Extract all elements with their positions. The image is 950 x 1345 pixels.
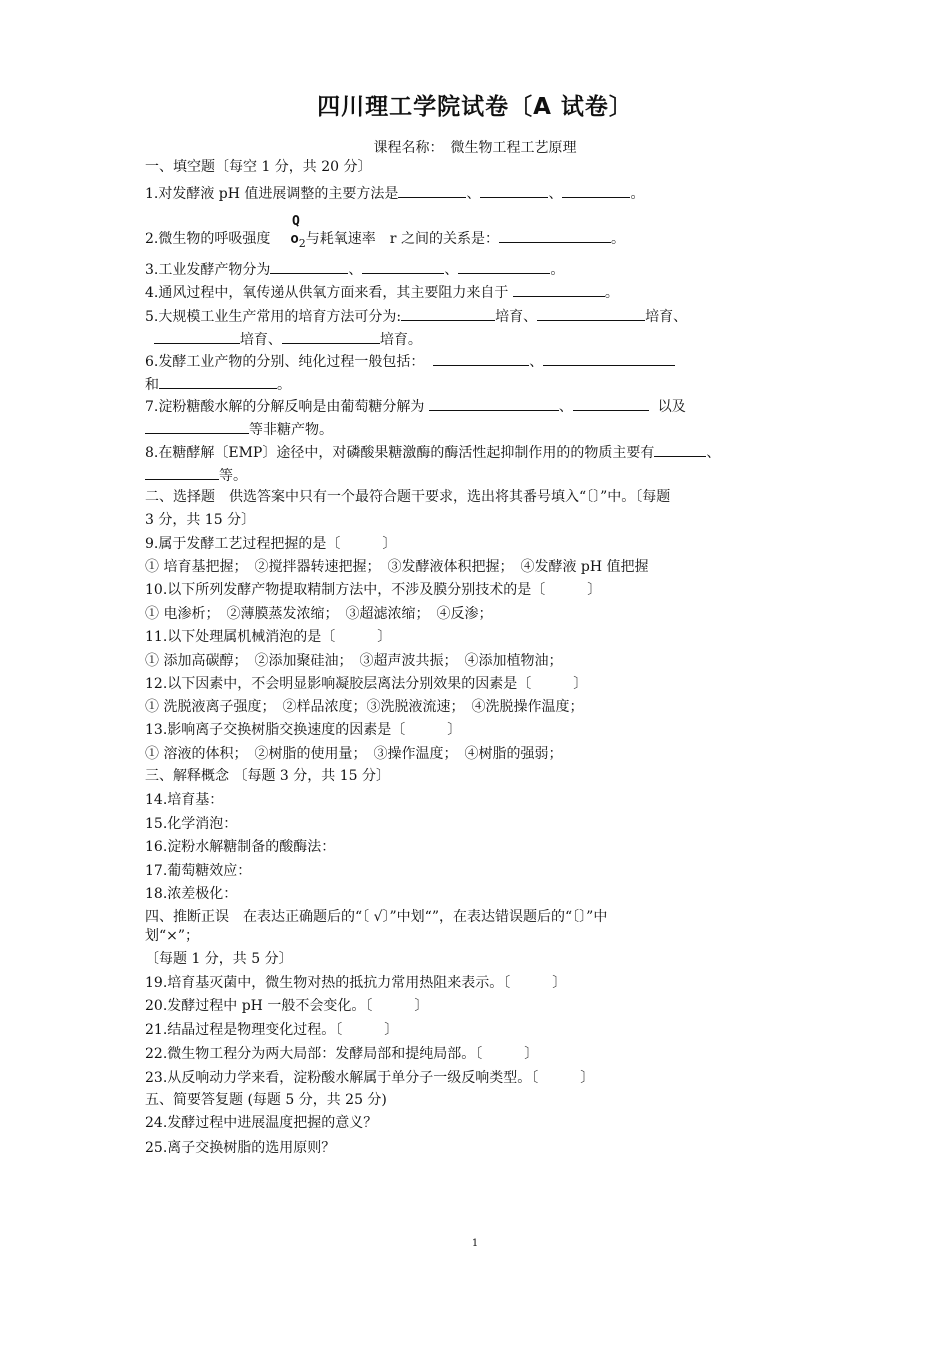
answer-blank[interactable] — [429, 396, 559, 411]
question-17: 17.葡萄糖效应： — [145, 863, 252, 879]
question-18: 18.浓差极化： — [145, 886, 238, 902]
answer-blank[interactable] — [513, 282, 605, 297]
question-10: 10.以下所列发酵产物提取精制方法中，不涉及膜分别技术的是〔 〕 — [145, 582, 602, 598]
answer-blank[interactable] — [499, 228, 611, 243]
answer-blank[interactable] — [154, 329, 240, 344]
question-25: 25.离子交换树脂的选用原则？ — [145, 1140, 336, 1156]
answer-blank[interactable] — [398, 183, 466, 198]
question-10-options: ① 电渗析； ②薄膜蒸发浓缩； ③超滤浓缩； ④反渗； — [145, 606, 493, 622]
question-13-options: ① 溶液的体积； ②树脂的使用量； ③操作温度； ④树脂的强弱； — [145, 746, 563, 762]
q-symbol: Q — [292, 214, 300, 229]
o2-symbol: o — [290, 231, 299, 247]
question-21: 21.结晶过程是物理变化过程。〔 〕 — [145, 1022, 399, 1038]
answer-blank[interactable] — [562, 183, 630, 198]
question-12: 12.以下因素中，不会明显影响凝胶层离法分别效果的因素是〔 〕 — [145, 676, 588, 692]
section-4-header: 四、推断正误 在表达正确题后的“〔 √〕”中划“”，在表达错误题后的“〔〕”中 — [145, 909, 608, 925]
section-4-header-line-3: 〔每题 1 分，共 5 分〕 — [145, 951, 293, 967]
question-19: 19.培育基灭菌中，微生物对热的抵抗力常用热阻来表示。〔 〕 — [145, 975, 567, 991]
answer-blank[interactable] — [362, 259, 444, 274]
section-2-header-line-2: 3 分，共 15 分〕 — [145, 512, 256, 528]
answer-blank[interactable] — [480, 183, 548, 198]
answer-blank[interactable] — [270, 259, 348, 274]
question-13: 13.影响离子交换树脂交换速度的因素是〔 〕 — [145, 722, 462, 738]
course-name: 课程名称： 微生物工程工艺原理 — [373, 140, 577, 156]
answer-blank[interactable] — [401, 306, 495, 321]
answer-blank[interactable] — [654, 442, 706, 457]
question-9-options: ① 培育基把握； ②搅拌器转速把握； ③发酵液体积把握； ④发酵液 pH 值把握 — [145, 559, 649, 575]
question-22: 22.微生物工程分为两大局部：发酵局部和提纯局部。〔 〕 — [145, 1046, 539, 1062]
question-24: 24.发酵过程中进展温度把握的意义？ — [145, 1115, 378, 1131]
question-11: 11.以下处理属机械消泡的是〔 〕 — [145, 629, 392, 645]
page-number: 1 — [471, 1238, 479, 1249]
question-5: 5.大规模工业生产常用的培育方法可分为: 培育、 培育、 — [145, 306, 687, 326]
section-3-header: 三、解释概念 〔每题 3 分，共 15 分〕 — [145, 768, 390, 784]
section-1-header: 一、填空题〔每空 1 分，共 20 分〕 — [145, 159, 372, 175]
answer-blank[interactable] — [159, 374, 277, 389]
question-4: 4.通风过程中，氧传递从供氧方面来看，其主要阻力来自于 。 — [145, 282, 619, 302]
question-20: 20.发酵过程中 pH 一般不会变化。〔 〕 — [145, 998, 429, 1014]
question-12-options: ① 洗脱液离子强度； ②样品浓度；③洗脱液流速； ④洗脱操作温度； — [145, 699, 584, 715]
question-1: 1.对发酵液 pH 值进展调整的主要方法是 、 、 。 — [145, 183, 644, 203]
question-8: 8.在糖酵解〔EMP〕途径中，对磷酸果糖激酶的酶活性起抑制作用的的物质主要有 、 — [145, 442, 720, 462]
answer-blank[interactable] — [458, 259, 550, 274]
question-7-line-2: 等非糖产物。 — [145, 419, 333, 439]
section-4-header-line-2: 划“×”； — [145, 928, 200, 944]
question-15: 15.化学消泡： — [145, 816, 238, 832]
question-5-line-2: 培育、 培育。 — [145, 329, 422, 349]
answer-blank[interactable] — [433, 351, 529, 366]
question-11-options: ① 添加高碳醇； ②添加聚硅油； ③超声波共振； ④添加植物油； — [145, 653, 563, 669]
question-7: 7.淀粉糖酸水解的分解反响是由葡萄糖分解为 、 以及 — [145, 396, 686, 416]
question-9: 9.属于发酵工艺过程把握的是〔 〕 — [145, 536, 397, 552]
answer-blank[interactable] — [573, 396, 649, 411]
section-2-header: 二、选择题 供选答案中只有一个最符合题干要求，选出将其番号填入“〔〕”中。〔每题 — [145, 489, 671, 505]
answer-blank[interactable] — [282, 329, 380, 344]
answer-blank[interactable] — [543, 351, 675, 366]
answer-blank[interactable] — [145, 419, 249, 434]
question-8-line-2: 等。 — [145, 465, 247, 485]
question-14: 14.培育基： — [145, 792, 224, 808]
question-6-line-2: 和 。 — [145, 374, 291, 394]
question-16: 16.淀粉水解糖制备的酸酶法： — [145, 839, 336, 855]
exam-title: 四川理工学院试卷〔A 试卷〕 — [317, 94, 633, 120]
section-5-header: 五、简要答复题 (每题 5 分，共 25 分) — [145, 1092, 387, 1108]
question-3: 3.工业发酵产物分为 、 、 。 — [145, 259, 564, 279]
question-2: 2.微生物的呼吸强度 $o_2$与耗氧速率 r 之间的关系是： 。 — [145, 228, 625, 253]
o2-subscript: 2 — [298, 236, 306, 250]
question-23: 23.从反响动力学来看，淀粉酸水解属于单分子一级反响类型。〔 〕 — [145, 1070, 595, 1086]
answer-blank[interactable] — [537, 306, 645, 321]
answer-blank[interactable] — [145, 465, 219, 480]
question-6: 6.发酵工业产物的分别、纯化过程一般包括： 、 — [145, 351, 675, 371]
